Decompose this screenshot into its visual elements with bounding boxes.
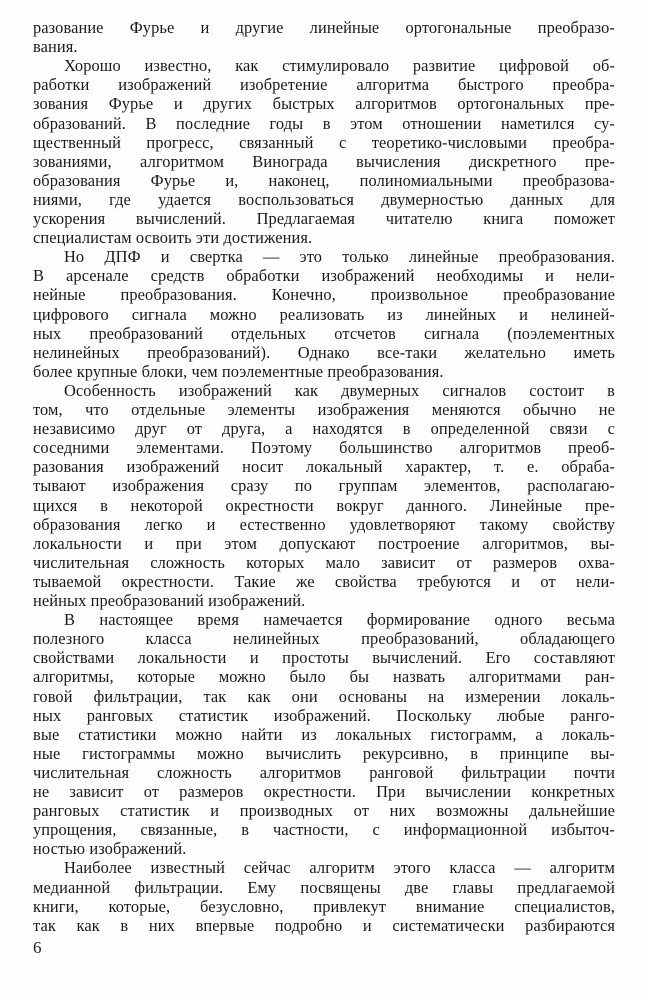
text-line: образований. В последние годы в этом отношении наметился су- [33, 113, 615, 133]
text-line: образования Фурье и, наконец, полиномиальными преобразова- [33, 170, 615, 190]
page-number: 6 [33, 937, 42, 957]
text-line: разования изображений носит локальный характер, т. е. обраба- [33, 457, 615, 477]
text-line: ускорения вычислений. Предлагаемая читателю книга поможет [33, 209, 615, 228]
text-line: Особенность изображений как двумерных сигналов состоит в [64, 380, 615, 400]
text-line: ранговых статистик и производных от них возможны дальнейшие [33, 801, 615, 821]
text-line: свойствами локальности и простоты вычислений. Его составляют [33, 648, 615, 668]
text-line: полезного класса нелинейных преобразований, обладающего [33, 629, 615, 649]
text-line: так как в них впервые подробно и систематически разбираются [33, 915, 615, 935]
text-line: образования легко и естественно удовлетворяют такому свойству [33, 514, 615, 534]
text-line: книги, которые, безусловно, привлекут внимание специалистов, [33, 896, 615, 916]
text-line: нейные преобразования. Конечно, произвольное преобразование [33, 285, 615, 305]
text-line: упрощения, связанные, в частности, с информационной избыточ- [33, 820, 615, 840]
text-line: алгоритмы, которые можно было бы назвать алгоритмами ран- [33, 667, 615, 687]
text-line: медианной фильтрации. Ему посвящены две главы предлагаемой [33, 877, 615, 897]
text-line: специалистам освоить эти достижения. [33, 228, 313, 248]
text-line: щественный прогресс, связанный с теоретико-числовыми преобра- [33, 132, 615, 152]
text-line: тываемой окрестности. Такие же свойства требуются и от нели- [33, 571, 615, 591]
text-line: локальности и при этом допускают построение алгоритмов, вы- [33, 533, 615, 553]
text-line: цифрового сигнала можно реализовать из линейных и нелиней- [33, 304, 615, 324]
text-line: В арсенале средств обработки изображений необходимы и нели- [33, 266, 615, 286]
text-line: ностью изображений. [33, 839, 187, 859]
text-line: Наиболее известный сейчас алгоритм этого класса — алгоритм [64, 858, 615, 878]
text-line: зованиями, алгоритмом Винограда вычисления дискретного пре- [33, 151, 615, 171]
text-line: более крупные блоки, чем поэлементные преобразования. [33, 361, 444, 381]
text-line: разование Фурье и другие линейные ортогональные преобразо- [33, 18, 615, 37]
text-line: вания. [33, 37, 78, 57]
text-line: Хорошо известно, как стимулировало развитие цифровой об- [64, 56, 615, 76]
text-line: ные гистограммы можно вычислить рекурсивно, в принципе вы- [33, 743, 615, 763]
text-line: том, что отдельные элементы изображения меняются обычно не [33, 400, 615, 419]
text-line: работки изображений изобретение алгоритма быстрого преобра- [33, 75, 615, 95]
text-line: нелинейных преобразований). Однако все-таки желательно иметь [33, 342, 615, 362]
text-line: соседними элементами. Поэтому большинство алгоритмов преоб- [33, 438, 615, 458]
text-line: вые статистики можно найти из локальных гистограмм, а локаль- [33, 724, 615, 744]
text-line: ных ранговых статистик изображений. Поскольку любые ранго- [33, 705, 615, 725]
text-line: ных преобразований отдельных отсчетов сигнала (поэлементных [33, 323, 615, 343]
text-line: числительная сложность алгоритмов ранговой фильтрации почти [33, 762, 615, 782]
text-line: Но ДПФ и свертка — это только линейные преобразования. [64, 247, 615, 267]
text-line: тывают изображения сразу по группам элементов, располагаю- [33, 476, 615, 496]
text-line: говой фильтрации, так как они основаны на измерении локаль- [33, 686, 615, 706]
text-line: зования Фурье и других быстрых алгоритмов ортогональных пре- [33, 94, 615, 114]
text-line: нейных преобразований изображений. [33, 591, 306, 610]
text-line: независимо друг от друга, а находятся в определенной связи с [33, 419, 615, 439]
text-line: щихся в некоторой окрестности вокруг данного. Линейные пре- [33, 495, 615, 515]
text-line: не зависит от размеров окрестности. При вычислении конкретных [33, 782, 615, 801]
text-line: ниями, где удается воспользоваться двумерностью данных для [33, 189, 615, 209]
text-line: числительная сложность которых мало зависит от размеров охва- [33, 552, 615, 572]
text-line: В настоящее время намечается формирование одного весьма [64, 610, 615, 630]
